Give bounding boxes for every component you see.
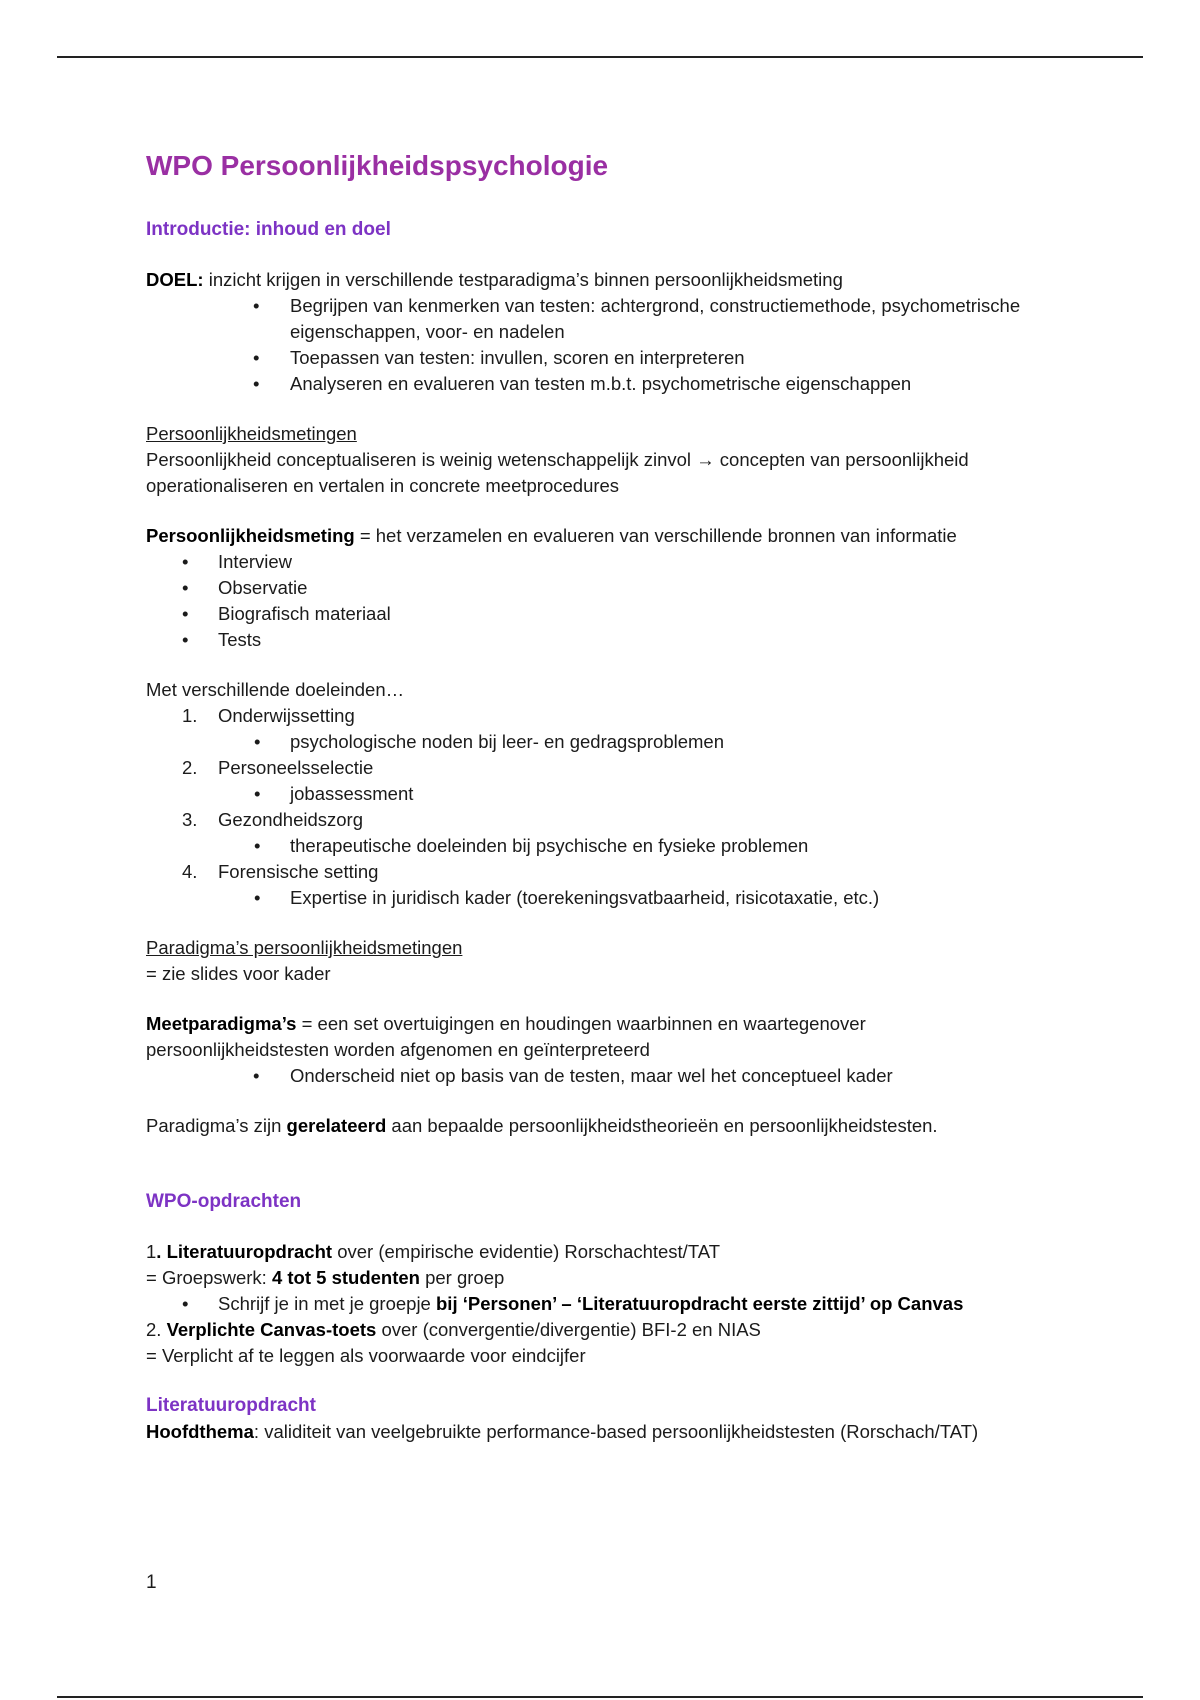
wpo-line-2: = Groepswerk: 4 tot 5 studenten per groep [146,1267,505,1288]
metingen-definition [146,523,1046,549]
list-item: 1. Onderwijssetting [182,705,355,726]
page-title: WPO Persoonlijkheidspsychologie [146,150,609,181]
list-item: • Schrijf je in met je groepje bij ‘Personen’ – ‘Literatuuropdracht eerste zittijd’ op Canvas [146,1291,1046,1317]
sources-list [146,549,1046,653]
list-item: • psychologische noden bij leer- en gedragsproblemen [146,729,1046,755]
goal-label: DOEL: [146,269,204,290]
paradigmas-term: Meetparadigma’s [146,1013,297,1034]
paradigmas-relation: Paradigma’s zijn gerelateerd aan bepaalde persoonlijkheidstheorieën en persoonlijkheidstesten. [146,1115,938,1136]
paradigmas-heading: Paradigma’s persoonlijkheidsmetingen [146,937,463,958]
bottom-rule [57,1696,1143,1698]
list-item: • Interview [146,549,1046,575]
metingen-term: Persoonlijkheidsmeting [146,525,355,546]
metingen-heading: Persoonlijkheidsmetingen [146,423,357,444]
goals-intro: Met verschillende doeleinden… [146,679,405,700]
list-item: • Tests [146,627,1046,653]
list-item: • Expertise in juridisch kader (toerekeningsvatbaarheid, risicotaxatie, etc.) [146,885,1046,911]
top-rule [57,56,1143,58]
metingen-def-text: = het verzamelen en evalueren van verschillende bronnen van informatie [354,525,957,546]
list-item: • jobassessment [146,781,1046,807]
wpo-line-1: 1. Literatuuropdracht over (empirische evidentie) Rorschachtest/TAT [146,1241,721,1262]
list-item: • Begrijpen van kenmerken van testen: achtergrond, constructiemethode, psychometrische eigenschappen, voor- en nadelen [146,293,1046,345]
wpo-line-4: = Verplicht af te leggen als voorwaarde voor eindcijfer [146,1345,586,1366]
goal-line [146,267,1046,293]
list-item: • Onderscheid niet op basis van de testen, maar wel het conceptueel kader [146,1063,1046,1089]
goal-bullets [146,293,1046,397]
list-item: • therapeutische doeleinden bij psychische en fysieke problemen [146,833,1046,859]
list-item: 3. Gezondheidszorg [182,809,364,830]
list-item: 2. Personeelsselectie [182,757,374,778]
section-heading-wpo: WPO-opdrachten [146,1191,302,1212]
page-content [146,148,1046,1445]
goal-text: inzicht krijgen in verschillende testparadigma’s binnen persoonlijkheidsmeting [203,269,843,290]
paradigmas-def-text: = een set overtuigingen en houdingen waarbinnen en waartegenover persoonlijkheidstesten worden afgenomen en geïnterpreteerd [146,1013,866,1060]
section-heading-literatuur: Literatuuropdracht [146,1395,316,1416]
wpo-line-3: 2. Verplichte Canvas-toets over (convergentie/divergentie) BFI-2 en NIAS [146,1319,761,1340]
paradigmas-definition [146,1011,1046,1063]
list-item: • Observatie [146,575,1046,601]
list-item: 4. Forensische setting [182,861,379,882]
goals-list [146,703,1046,911]
wpo-bullets [146,1291,1046,1317]
section-heading-intro: Introductie: inhoud en doel [146,219,391,240]
literatuur-text: Hoofdthema: validiteit van veelgebruikte performance-based persoonlijkheidstesten (Rorschach/TAT) [146,1421,979,1442]
list-item: • Toepassen van testen: invullen, scoren en interpreteren [146,345,1046,371]
list-item: • Biografisch materiaal [146,601,1046,627]
list-item: • Analyseren en evalueren van testen m.b.t. psychometrische eigenschappen [146,371,1046,397]
paradigmas-text: = zie slides voor kader [146,963,331,984]
metingen-text: Persoonlijkheid conceptualiseren is weinig wetenschappelijk zinvol → concepten van persoonlijkheid operationaliseren en vertalen in concrete meetprocedures [146,449,969,496]
page-number: 1 [146,1572,157,1593]
paradigmas-bullets [146,1063,1046,1089]
